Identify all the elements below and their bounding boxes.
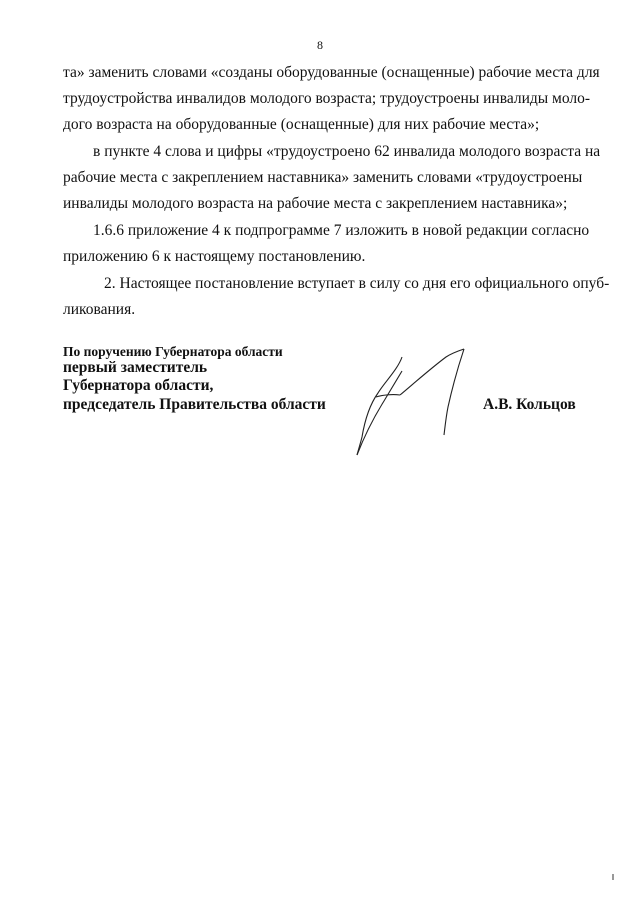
body-line: ликования. xyxy=(63,301,136,318)
page-number: 8 xyxy=(317,38,323,52)
body-line: приложению 6 к настоящему постановлению. xyxy=(63,248,366,265)
body-line: рабочие места с закреплением наставника» заменить словами «трудоустроены xyxy=(63,169,583,186)
body-line: та» заменить словами «созданы оборудованные (оснащенные) рабочие места для xyxy=(63,64,600,81)
scan-mark xyxy=(612,874,614,880)
signatory-title-line3: председатель Правительства области xyxy=(63,396,326,413)
body-line: трудоустройства инвалидов молодого возраста; трудоустроены инвалиды моло- xyxy=(63,90,591,107)
body-line: в пункте 4 слова и цифры «трудоустроено 62 инвалида молодого возраста на xyxy=(93,143,601,160)
handwritten-signature xyxy=(340,345,480,460)
body-line: инвалиды молодого возраста на рабочие места с закреплением наставника»; xyxy=(63,195,568,212)
body-line: 2. Настоящее постановление вступает в силу со дня его официального опуб- xyxy=(104,275,610,292)
body-line: дого возраста на оборудованные (оснащенные) для них рабочие места»; xyxy=(63,116,540,133)
signatory-title-line1: первый заместитель xyxy=(63,359,208,376)
signatory-name: А.В. Кольцов xyxy=(483,396,576,413)
signature-instruction: По поручению Губернатора области xyxy=(63,344,283,359)
body-line: 1.6.6 приложение 4 к подпрограмме 7 изложить в новой редакции согласно xyxy=(93,222,590,239)
signatory-title-line2: Губернатора области, xyxy=(63,377,214,394)
